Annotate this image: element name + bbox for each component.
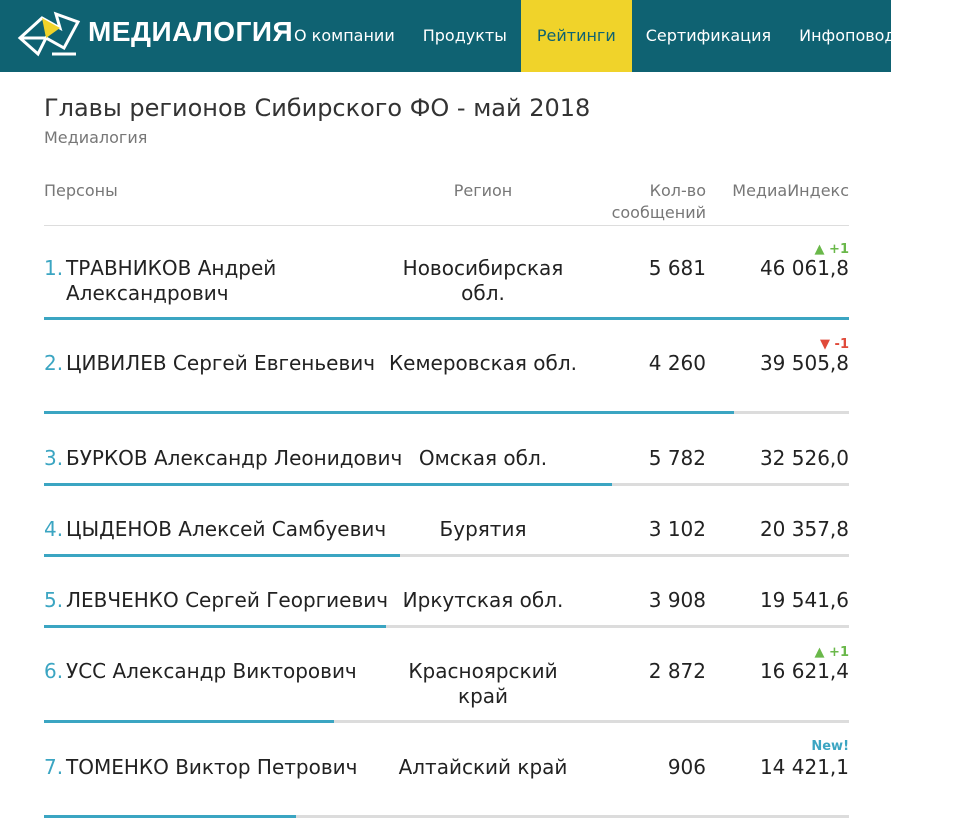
index-cell: 14 421,1 xyxy=(759,755,849,779)
region-cell: Омская обл. xyxy=(418,446,548,470)
page-title: Главы регионов Сибирского ФО - май 2018 xyxy=(44,94,591,122)
column-header-count: Кол-во сообщений xyxy=(611,181,706,222)
person-cell xyxy=(44,755,404,780)
index-bar-fill xyxy=(44,625,386,628)
index-bar-track xyxy=(44,317,849,320)
index-cell: 46 061,8 xyxy=(759,256,849,280)
index-bar-fill xyxy=(44,720,334,723)
rank-change-badge: ▲ +1 xyxy=(814,242,849,257)
region-cell: Бурятия xyxy=(439,517,527,541)
nav-item-newsmaker-of-year[interactable]: Инфоповод года xyxy=(799,26,940,45)
index-cell: 32 526,0 xyxy=(759,446,849,470)
count-cell: 3 908 xyxy=(648,588,706,612)
person-name[interactable]: ЦИВИЛЕВ Сергей Евгеньевич xyxy=(66,351,376,375)
region-cell: Кемеровская обл. xyxy=(388,351,578,375)
main-nav xyxy=(280,0,954,72)
rank-number: 5. xyxy=(44,588,64,612)
person-cell xyxy=(44,256,404,306)
person-name[interactable]: ЛЕВЧЕНКО Сергей Георгиевич xyxy=(66,588,389,612)
rank-number: 4. xyxy=(44,517,64,541)
nav-item-about[interactable]: О компании xyxy=(294,26,395,45)
person-cell xyxy=(44,517,404,542)
index-bar-fill xyxy=(44,483,612,486)
index-cell: 19 541,6 xyxy=(759,588,849,612)
new-entry-badge: New! xyxy=(811,739,849,754)
region-cell: Новосибирская обл. xyxy=(402,256,564,305)
rank-number: 6. xyxy=(44,659,64,683)
count-cell: 5 782 xyxy=(648,446,706,470)
rank-number: 1. xyxy=(44,256,64,280)
person-name[interactable]: ТОМЕНКО Виктор Петрович xyxy=(66,755,358,779)
count-cell: 4 260 xyxy=(648,351,706,375)
column-header-index: МедиаИндекс xyxy=(732,181,849,200)
rank-change-badge: ▲ +1 xyxy=(814,645,849,660)
region-cell: Красноярский край xyxy=(408,659,558,708)
index-bar-track xyxy=(44,411,849,414)
index-bar-track xyxy=(44,720,849,723)
person-name[interactable]: УСС Александр Викторович xyxy=(66,659,357,683)
rank-change-badge: ▼ -1 xyxy=(820,337,849,352)
count-cell: 3 102 xyxy=(648,517,706,541)
count-cell: 906 xyxy=(667,755,706,779)
index-bar-fill xyxy=(44,815,296,818)
page-subtitle: Медиалогия xyxy=(44,128,148,147)
region-cell: Иркутская обл. xyxy=(402,588,564,612)
index-bar-track xyxy=(44,625,849,628)
count-cell: 5 681 xyxy=(648,256,706,280)
person-cell xyxy=(44,446,404,471)
index-bar-track xyxy=(44,554,849,557)
medialogia-logo-icon[interactable] xyxy=(16,8,80,60)
index-bar-track xyxy=(44,483,849,486)
person-name[interactable]: БУРКОВ Александр Леонидович xyxy=(66,446,403,470)
person-name[interactable]: ЦЫДЕНОВ Алексей Самбуевич xyxy=(66,517,387,541)
brand-name[interactable]: МЕДИАЛОГИЯ xyxy=(88,16,294,47)
person-cell xyxy=(44,659,404,684)
rank-number: 7. xyxy=(44,755,64,779)
column-header-region: Регион xyxy=(453,181,513,200)
index-cell: 16 621,4 xyxy=(759,659,849,683)
index-cell: 20 357,8 xyxy=(759,517,849,541)
index-bar-fill xyxy=(44,317,849,320)
index-bar-track xyxy=(44,815,849,818)
index-bar-fill xyxy=(44,554,400,557)
index-cell: 39 505,8 xyxy=(759,351,849,375)
person-cell xyxy=(44,351,404,376)
person-cell xyxy=(44,588,404,613)
header-divider xyxy=(44,225,849,226)
rank-number: 3. xyxy=(44,446,64,470)
rank-number: 2. xyxy=(44,351,64,375)
index-bar-fill xyxy=(44,411,734,414)
top-navbar xyxy=(0,0,940,72)
nav-item-products[interactable]: Продукты xyxy=(422,26,507,45)
person-name[interactable]: ТРАВНИКОВ Андрей Александрович xyxy=(66,256,277,305)
column-header-person: Персоны xyxy=(44,181,118,200)
nav-item-certification[interactable]: Сертификация xyxy=(645,26,772,45)
count-cell: 2 872 xyxy=(648,659,706,683)
region-cell: Алтайский край xyxy=(398,755,568,779)
nav-item-ratings[interactable]: Рейтинги xyxy=(521,0,632,72)
